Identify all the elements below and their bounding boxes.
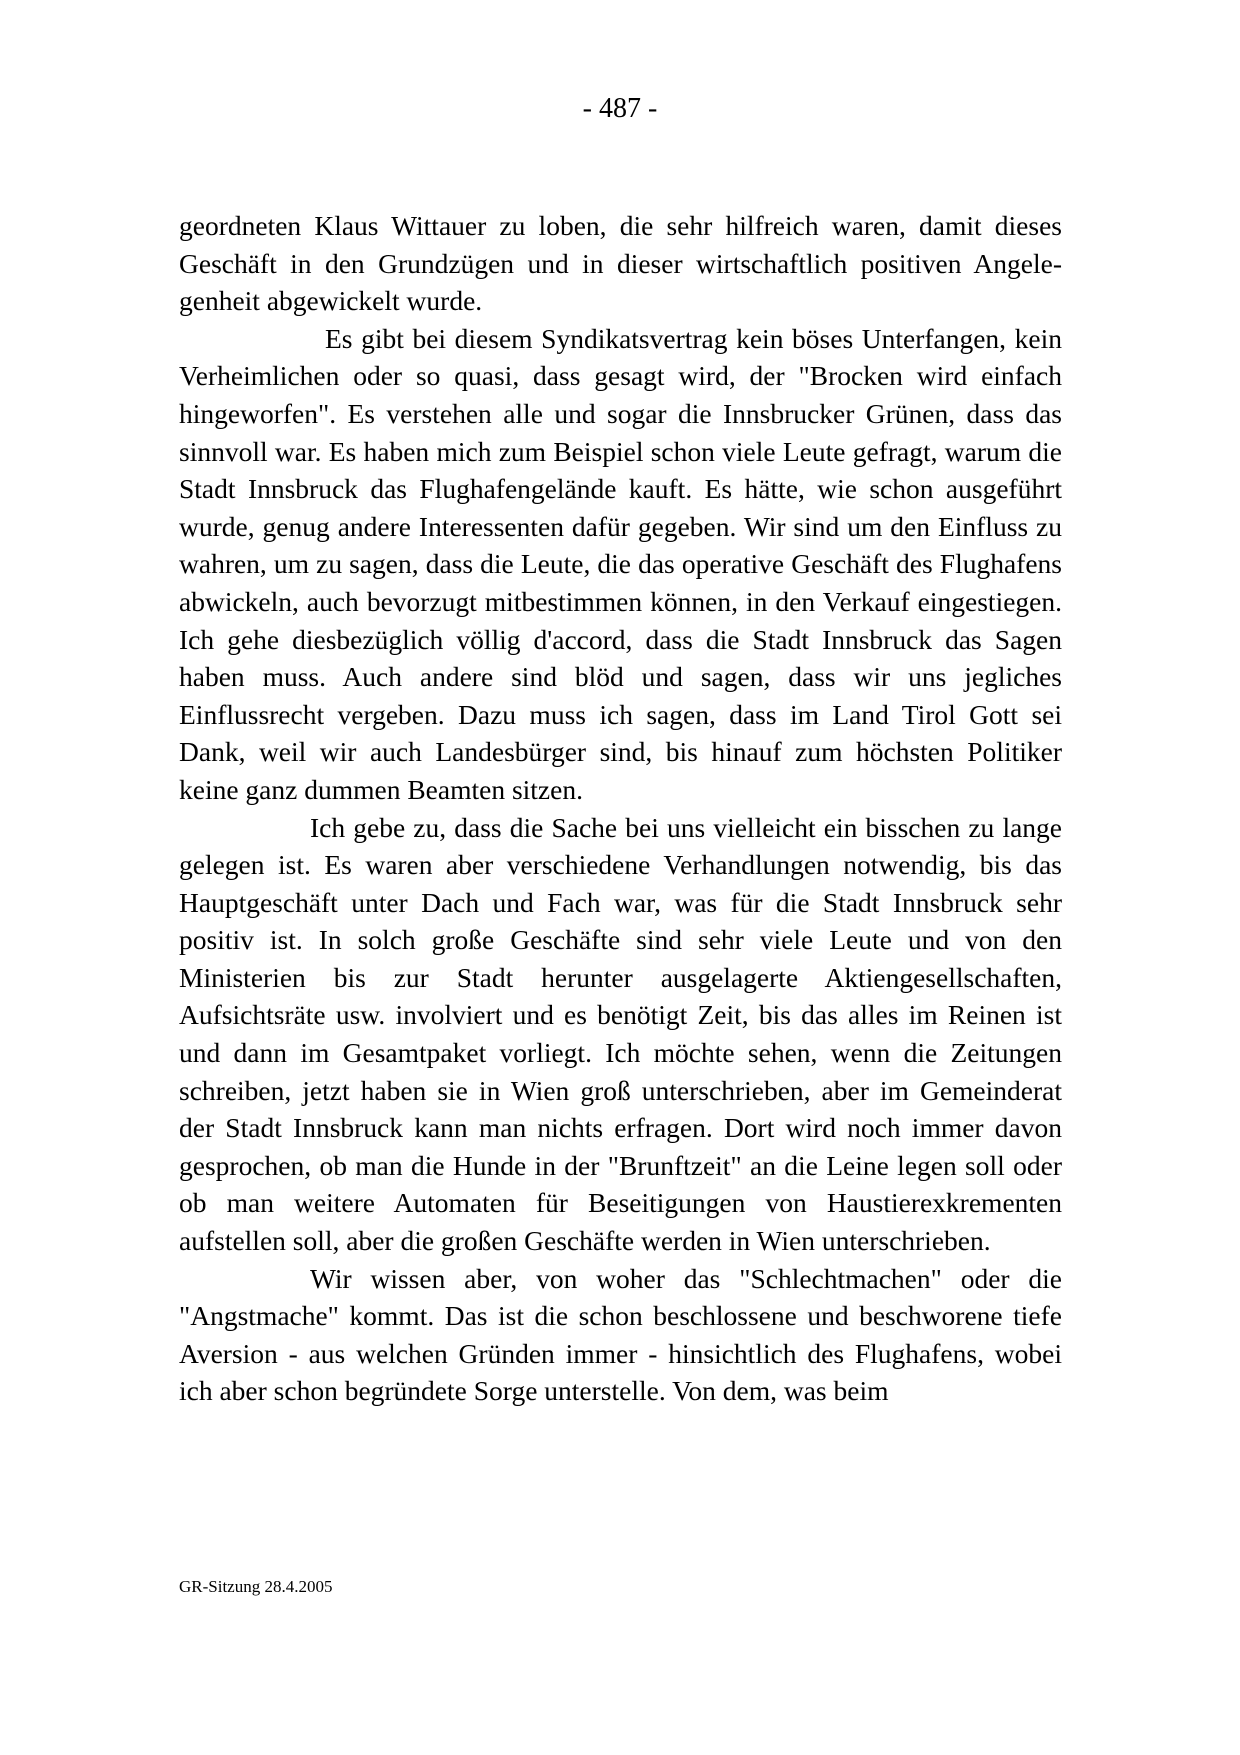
paragraph-syndikatsvertrag: Es gibt bei diesem Syndikatsvertrag kein böses Unterfangen, kein Verheimlichen oder so quasi, dass gesagt wird, der "Brocken wird einfach hingeworfen". Es verstehen alle und sogar die Innsbrucker Grünen, dass das sinnvoll war. Es haben mich zum Beispiel schon viele Leute gefragt, warum die Stadt Innsbruck das Flughafengelände kauft. Es hätte, wie schon ausgeführt wurde, genug andere Interessenten dafür gegeben. Wir sind um den Einfluss zu wahren, um zu sagen, dass die Leute, die das operative Geschäft des Flughafens abwickeln, auch bevorzugt mitbestimmen können, in den Verkauf eingestiegen. Ich gehe diesbezüglich völlig d'accord, dass die Stadt Innsbruck das Sagen haben muss. Auch andere sind blöd und sagen, dass wir uns jegliches Einflussrecht vergeben. Dazu muss ich sagen, dass im Land Tirol Gott sei Dank, weil wir auch Landesbürger sind, bis hinauf zum höchsten Politiker keine ganz dummen Beamten sitzen. [179,322,1062,805]
paragraph-continuation: geordneten Klaus Wittauer zu loben, die sehr hilfreich waren, damit dieses Geschäft in den Grundzügen und in dieser wirtschaftlich positiven Angelegenheit abgewickelt wurde. [179,210,1062,317]
page-number: - 487 - [582,93,658,124]
paragraph-hauptgeschaeft: Ich gebe zu, dass die Sache bei uns vielleicht ein bisschen zu lange gelegen ist. Es waren aber verschiedene Verhandlungen notwendig, bis das Hauptgeschäft unter Dach und Fach war, was für die Stadt Innsbruck sehr positiv ist. In solch große Geschäfte sind sehr viele Leute und von den Ministerien bis zur Stadt herunter ausgelagerte Aktiengesellschaften, Aufsichtsräte usw. involviert und es benötigt Zeit, bis das alles im Reinen ist und dann im Gesamtpaket vorliegt. Ich möchte sehen, wenn die Zeitungen schreiben, jetzt haben sie in Wien groß unterschrieben, aber im Gemeinderat der Stadt Innsbruck kann man nichts erfragen. Dort wird noch immer davon gesprochen, ob man die Hunde in der "Brunftzeit" an die Leine legen soll oder ob man weitere Automaten für Beseitigungen von Haustierexkrementen aufstellen soll, aber die großen Geschäfte werden in Wien unterschrieben. [179,811,1062,1257]
footer-session-label: GR-Sitzung 28.4.2005 [179,1577,333,1596]
document-body [179,207,1062,1410]
paragraph-angstmache: Wir wissen aber, von woher das "Schlechtmachen" oder die "Angstmache" kommt. Das ist die schon beschlossene und beschworene tiefe Aversion - aus welchen Gründen immer - hinsichtlich des Flughafens, wobei ich aber schon begründete Sorge unterstelle. Von dem, was beim [179,1262,1062,1407]
